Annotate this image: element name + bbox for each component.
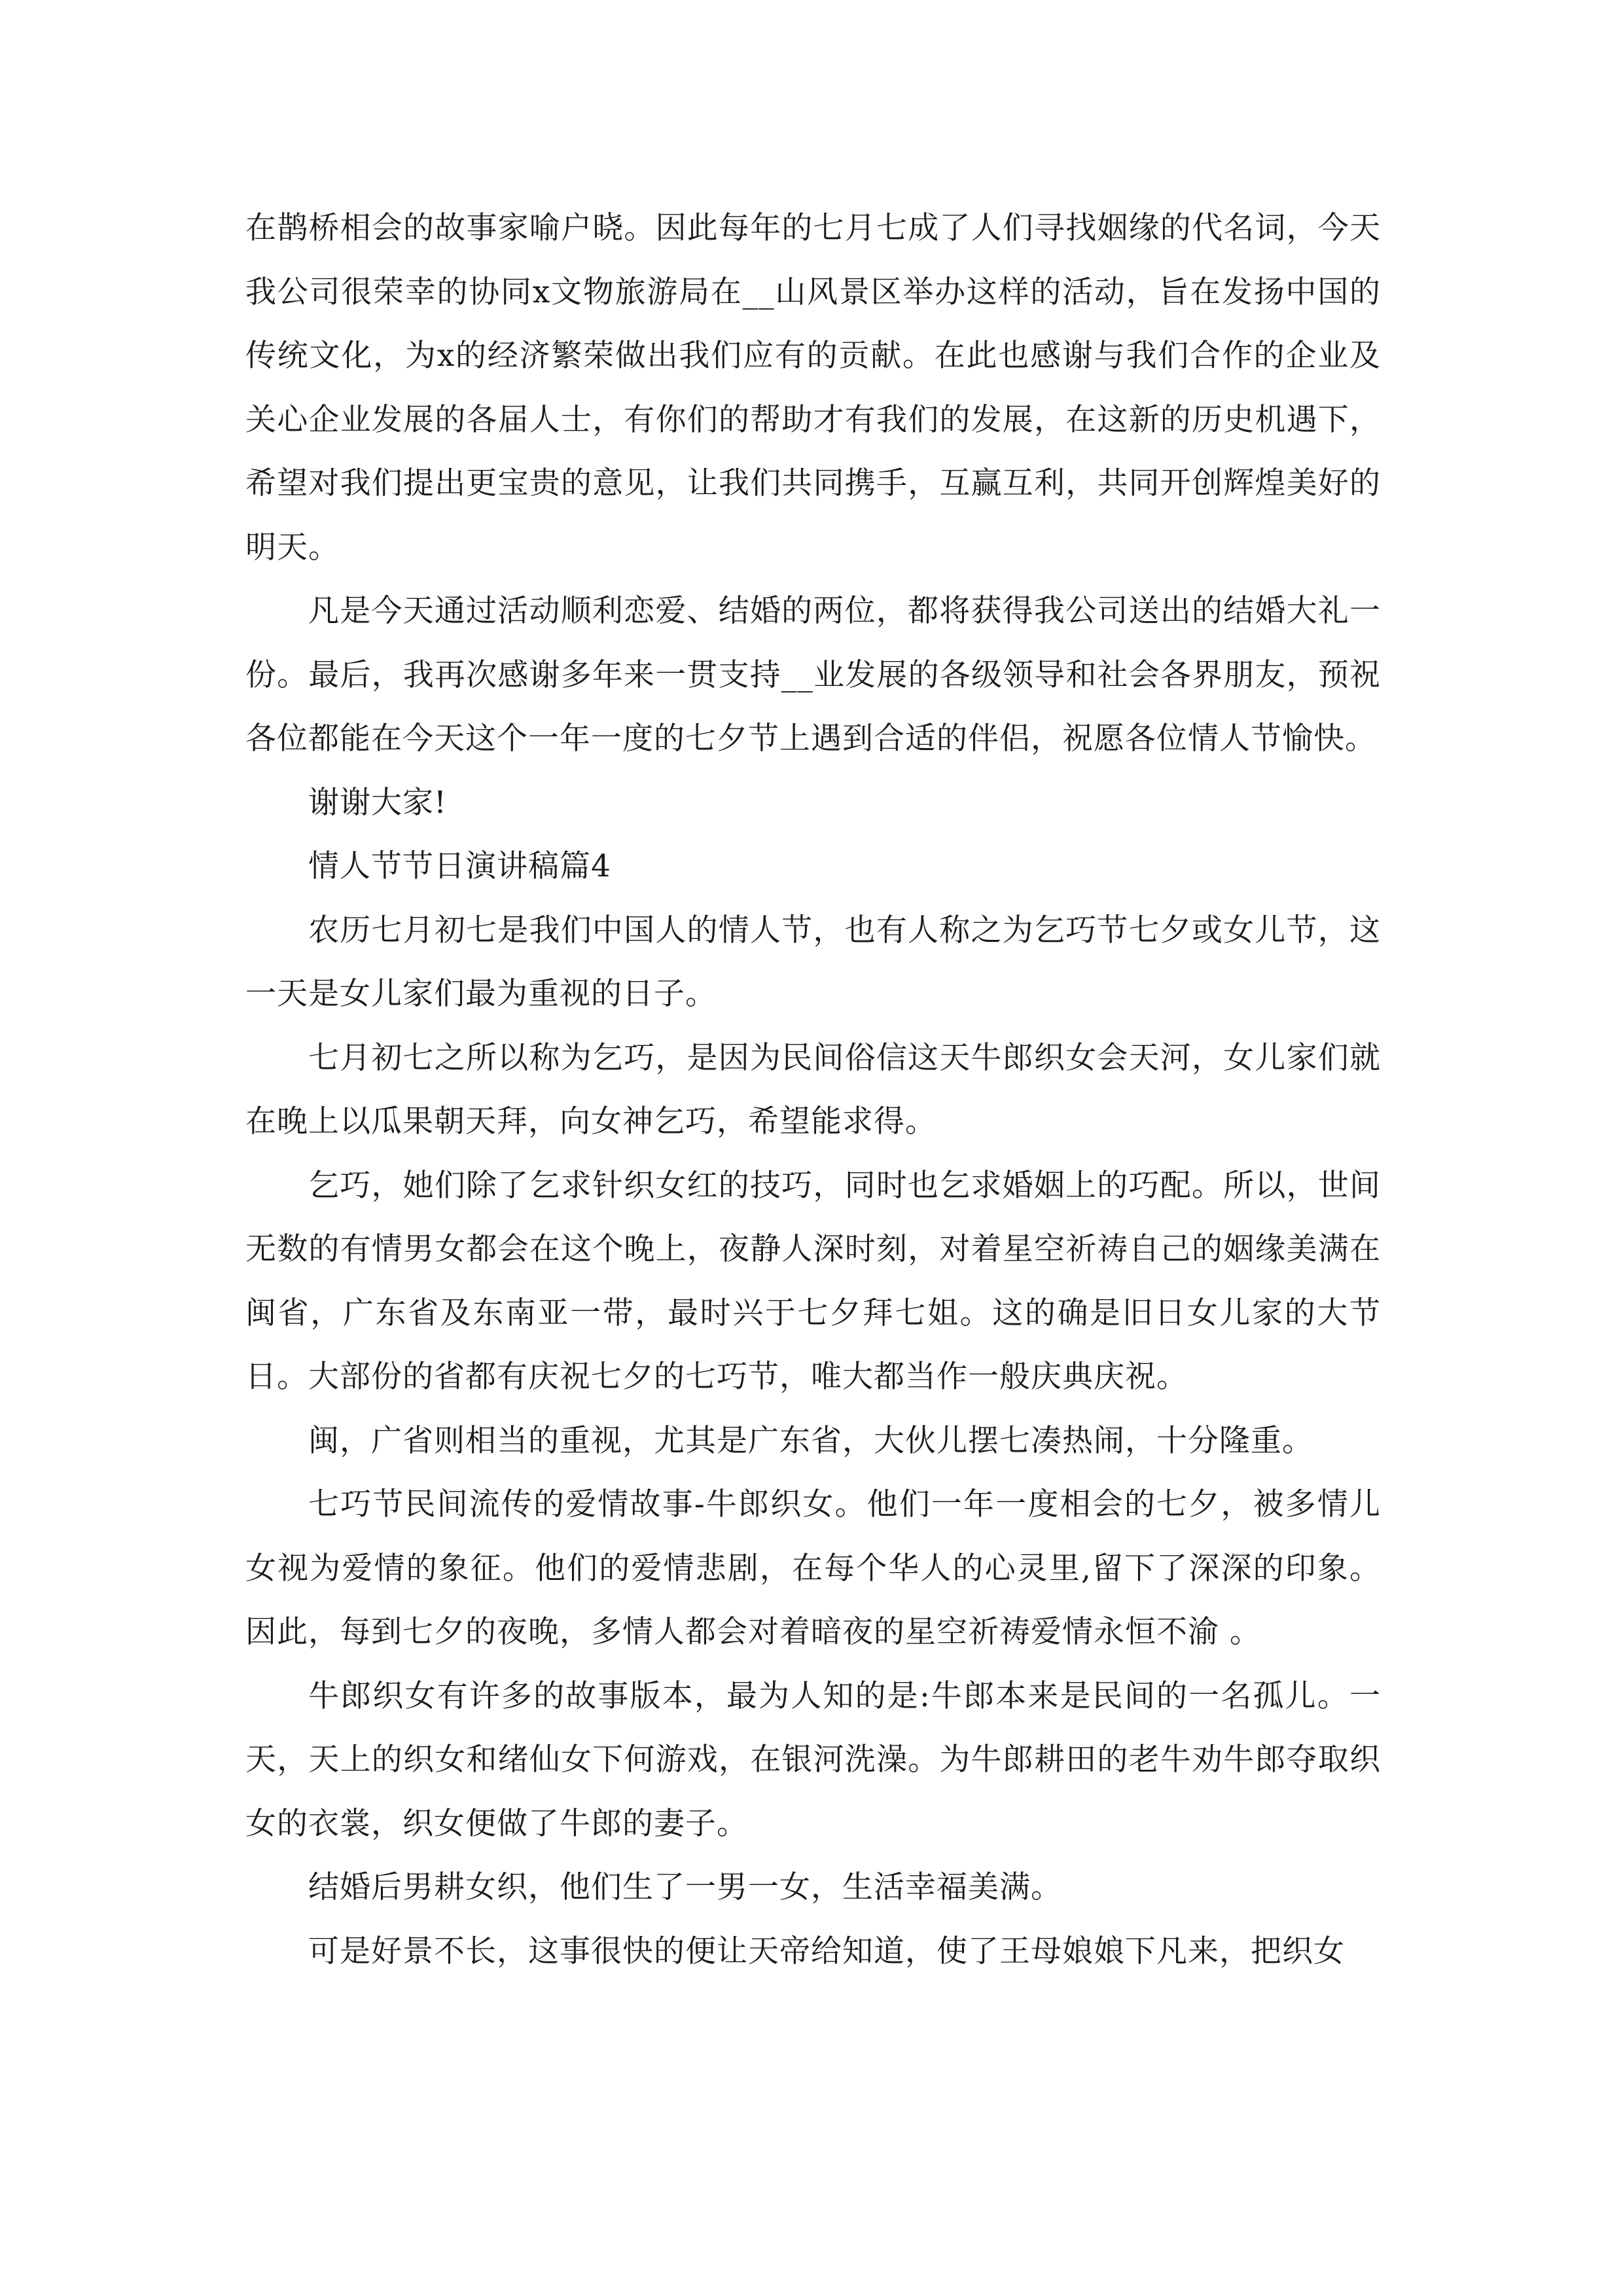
paragraph-truncated: 可是好景不长，这事很快的便让天帝给知道，使了王母娘娘下凡来，把织女 bbox=[308, 1933, 1345, 1969]
paragraph: 七月初七之所以称为乞巧，是因为民间俗信这天牛郎织女会天河，女儿家们就在晚上以瓜果朝天拜，向女神乞巧，希望能求得。 bbox=[245, 1039, 1381, 1139]
paragraph: 乞巧，她们除了乞求针织女红的技巧，同时也乞求婚姻上的巧配。所以，世间无数的有情男女都会在这个晚上，夜静人深时刻，对着星空祈祷自己的姻缘美满在闽省，广东省及东南亚一带，最时兴于七夕拜七姐。这的确是旧日女儿家的大节日。大部份的省都有庆祝七夕的七巧节，唯大都当作一般庆典庆祝。 bbox=[245, 1167, 1381, 1395]
paragraph: 凡是今天通过活动顺利恋爱、结婚的两位，都将获得我公司送出的结婚大礼一份。最后，我再次感谢多年来一贯支持__业发展的各级领导和社会各界朋友，预祝各位都能在今天这个一年一度的七夕节上遇到合适的伴侣，祝愿各位情人节愉快。 bbox=[245, 593, 1381, 757]
document-body bbox=[245, 196, 1381, 1983]
section-heading: 情人节节日演讲稿篇4 bbox=[308, 848, 611, 884]
paragraph: 七巧节民间流传的爱情故事-牛郎织女。他们一年一度相会的七夕，被多情儿女视为爱情的象征。他们的爱情悲剧，在每个华人的心灵里,留下了深深的印象。因此，每到七夕的夜晚，多情人都会对着暗夜的星空祈祷爱情永恒不渝 。 bbox=[245, 1486, 1381, 1650]
paragraph-thanks: 谢谢大家! bbox=[308, 784, 447, 821]
paragraph-continuation: 在鹊桥相会的故事家喻户晓。因此每年的七月七成了人们寻找姻缘的代名词，今天我公司很荣幸的协同x文物旅游局在__山风景区举办这样的活动，旨在发扬中国的传统文化，为x的经济繁荣做出我们应有的贡献。在此也感谢与我们合作的企业及关心企业发展的各届人士，有你们的帮助才有我们的发展，在这新的历史机遇下，希望对我们提出更宝贵的意见，让我们共同携手，互赢互利，共同开创辉煌美好的明天。 bbox=[245, 210, 1381, 565]
paragraph: 结婚后男耕女织，他们生了一男一女，生活幸福美满。 bbox=[308, 1869, 1062, 1905]
paragraph: 闽，广省则相当的重视，尤其是广东省，大伙儿摆七凑热闹，十分隆重。 bbox=[308, 1422, 1313, 1459]
paragraph: 牛郎织女有许多的故事版本，最为人知的是:牛郎本来是民间的一名孤儿。一天，天上的织女和绪仙女下何游戏，在银河洗澡。为牛郎耕田的老牛劝牛郎夺取织女的衣裳，织女便做了牛郎的妻子。 bbox=[245, 1677, 1381, 1842]
paragraph: 农历七月初七是我们中国人的情人节，也有人称之为乞巧节七夕或女儿节，这一天是女儿家们最为重视的日子。 bbox=[245, 912, 1381, 1012]
